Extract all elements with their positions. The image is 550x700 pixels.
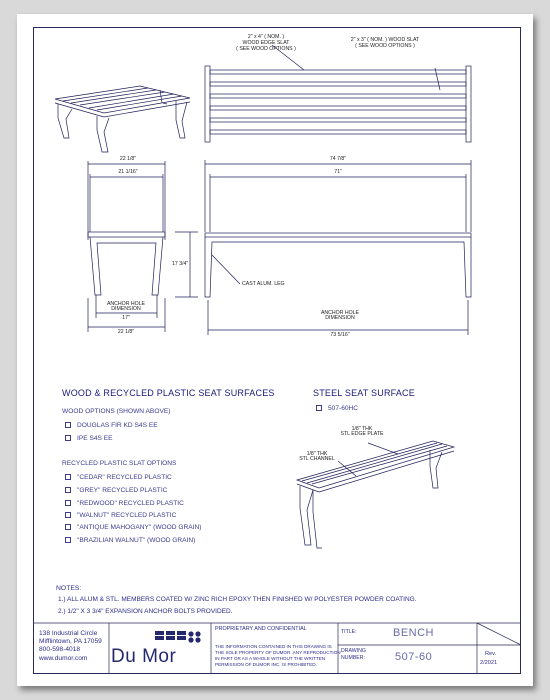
iso-wood-bench xyxy=(55,86,190,152)
notes-heading: NOTES: xyxy=(56,585,82,592)
checkbox[interactable] xyxy=(316,405,322,411)
steel-option-507-60hc[interactable]: 507-60HC xyxy=(316,405,358,413)
front-view xyxy=(205,160,471,335)
confidential-text: THE INFORMATION CONTAINED IN THIS DRAWING IS THE SOLE PROPERTY OF DUMOR. ANY REPRODUCTION IN PART OR AS A WHOLE WITHOUT THE WRITTEN PERMISSION OF DUMOR INC. IS PROHIBITED. xyxy=(215,644,341,667)
edge-slat-callout: 2" x 4" ( NOM. ) WOOD EDGE SLAT ( SEE WOOD OPTIONS ) xyxy=(236,34,296,53)
checkbox[interactable] xyxy=(65,435,71,441)
side-anchor-dim: 17" xyxy=(122,315,130,321)
side-height-dim: 17 3/4" xyxy=(172,261,189,267)
checkbox[interactable] xyxy=(65,422,71,428)
confidential-heading: PROPRIETARY AND CONFIDENTIAL xyxy=(215,626,307,632)
front-anchor-dim: 73 5/16" xyxy=(330,332,350,338)
plastic-options-heading: RECYCLED PLASTIC SLAT OPTIONS xyxy=(62,460,177,467)
checkbox[interactable] xyxy=(65,487,71,493)
rev-date: 2/2021 xyxy=(480,660,498,666)
rev-label: Rev. xyxy=(485,651,497,657)
wood-section-title: WOOD & RECYCLED PLASTIC SEAT SURFACES xyxy=(62,388,275,398)
side-inner-top-dim: 21 1/16" xyxy=(118,169,138,175)
note-2: 2.) 1/2" X 3 3/4" EXPANSION ANCHOR BOLTS PROVIDED. xyxy=(58,608,233,615)
drawing-number: 507-60 xyxy=(395,651,433,663)
plastic-option-walnut[interactable]: "WALNUT" RECYCLED PLASTIC xyxy=(65,512,176,520)
plastic-option-grey[interactable]: "GREY" RECYCLED PLASTIC xyxy=(65,487,167,495)
steel-edge-plate-callout: 1/8" THK STL EDGE PLATE xyxy=(340,426,384,438)
front-leg-callout: CAST ALUM. LEG xyxy=(242,281,285,287)
dumor-logo: Du Mor xyxy=(111,646,177,667)
wood-slat-callout: 2" x 3" ( NOM. ) WOOD SLAT ( SEE WOOD OPTIONS ) xyxy=(350,37,420,50)
checkbox[interactable] xyxy=(65,524,71,530)
title-label: TITLE: xyxy=(341,629,357,635)
checkbox[interactable] xyxy=(65,500,71,506)
wood-option-ipe[interactable]: IPE S4S EE xyxy=(65,435,113,443)
top-view xyxy=(205,45,471,142)
company-address: 138 Industrial Circle Mifflintown, PA 17059 800-598-4018 www.dumor.com xyxy=(39,630,102,662)
front-anchor-label: ANCHOR HOLE DIMENSION xyxy=(320,310,360,322)
side-outer-bottom-dim: 22 1/8" xyxy=(117,329,135,335)
drawing-number-label: DRAWING NUMBER: xyxy=(341,648,366,661)
steel-channel-callout: 1/8" THK STL CHANNEL xyxy=(299,451,335,463)
front-overall-dim: 74 7/8" xyxy=(329,156,347,162)
checkbox[interactable] xyxy=(65,474,71,480)
steel-section-title: STEEL SEAT SURFACE xyxy=(313,388,415,398)
checkbox[interactable] xyxy=(65,512,71,518)
wood-option-douglas-fir[interactable]: DOUGLAS FIR KD S4S EE xyxy=(65,422,158,430)
plastic-option-cedar[interactable]: "CEDAR" RECYCLED PLASTIC xyxy=(65,474,172,482)
plastic-option-brazilian-walnut[interactable]: "BRAZILIAN WALNUT" (WOOD GRAIN) xyxy=(65,537,195,545)
side-outer-top-dim: 22 1/8" xyxy=(119,156,137,162)
drawing-title: BENCH xyxy=(393,627,435,639)
wood-options-heading: WOOD OPTIONS (SHOWN ABOVE) xyxy=(62,408,171,415)
front-inner-dim: 71" xyxy=(334,169,342,175)
plastic-option-antique-mahogany[interactable]: "ANTIQUE MAHOGANY" (WOOD GRAIN) xyxy=(65,524,201,532)
note-1: 1.) ALL ALUM & STL. MEMBERS COATED W/ ZINC RICH EPOXY THEN FINISHED W/ POLYESTER POWDER COATING. xyxy=(58,596,417,603)
checkbox[interactable] xyxy=(65,537,71,543)
plastic-option-redwood[interactable]: "REDWOOD" RECYCLED PLASTIC xyxy=(65,500,184,508)
side-anchor-label: ANCHOR HOLE DIMENSION xyxy=(106,301,146,313)
